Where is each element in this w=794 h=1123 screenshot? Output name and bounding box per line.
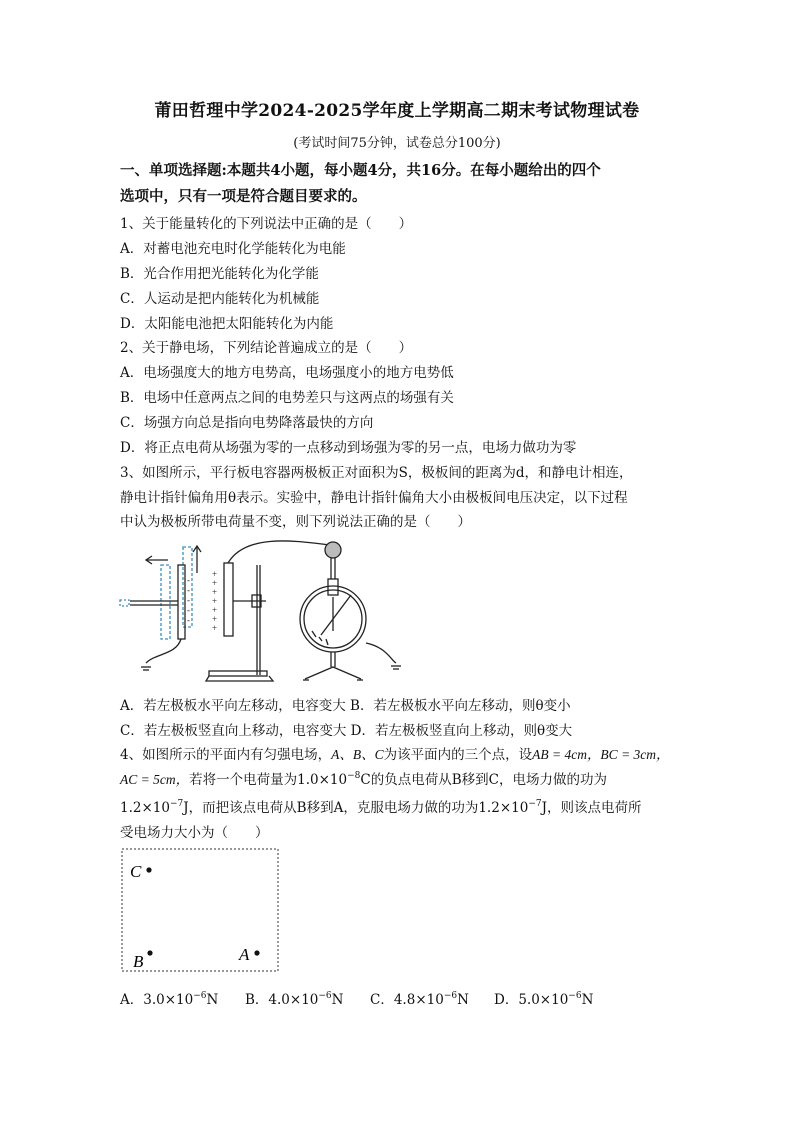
svg-text:+: + xyxy=(212,605,218,615)
point-c-label: C xyxy=(130,862,142,881)
q2-option-b: B．电场中任意两点之间的电势差只与这两点的场强有关 xyxy=(120,390,454,406)
q1-option-b: B．光合作用把光能转化为化学能 xyxy=(120,266,319,282)
triangle-points-figure xyxy=(118,846,282,976)
svg-text:-: - xyxy=(187,575,190,585)
q1-stem: 1、关于能量转化的下列说法中正确的是（ ） xyxy=(120,216,413,232)
q4-line3: $1.2\times 10^{-7}J$，而把该点电荷从B移到A，克服电场力做的功为$1.2\times 10^{-7}J$，则该点电荷所 xyxy=(120,799,642,816)
svg-text:+: + xyxy=(212,587,218,597)
q2-stem: 2、关于静电场，下列结论普遍成立的是（ ） xyxy=(120,340,413,356)
point-c-dot xyxy=(146,867,151,872)
svg-text:-: - xyxy=(187,585,190,595)
q3-options-row1: A．若左极板水平向左移动，电容变大 B．若左极板水平向左移动，则θ变小 xyxy=(120,698,571,714)
q4-line4: 受电场力大小为（ ） xyxy=(120,825,269,841)
svg-text:-: - xyxy=(187,615,190,625)
q3-stem-line1: 3、如图所示，平行板电容器两极板正对面积为S，极板间的距离为d，和静电计相连， xyxy=(120,465,633,481)
q2-option-a: A．电场强度大的地方电势高，电场强度小的地方电势低 xyxy=(120,365,454,381)
svg-text:-: - xyxy=(187,595,190,605)
q4-line2: AC = 5cm，若将一个电荷量为$1.0\times 10^{-8}C$的负点电荷从B移到C，电场力做的功为 xyxy=(120,771,607,788)
point-a-label: A xyxy=(239,945,250,964)
svg-text:+: + xyxy=(212,578,218,588)
point-b-label: B xyxy=(133,952,144,971)
q4-option-c: C．$4.8\times 10^{-6}N$ xyxy=(370,991,469,1008)
section-heading-line1: 一、单项选择题:本题共4小题，每小题4分，共16分。在每小题给出的四个 xyxy=(120,162,601,179)
q4-option-d: D．$5.0\times 10^{-6}N$ xyxy=(494,991,594,1008)
svg-text:+: + xyxy=(212,623,218,633)
exam-title: 莆田哲理中学2024-2025学年度上学期高二期末考试物理试卷 xyxy=(154,101,640,121)
svg-text:+: + xyxy=(212,596,218,606)
q2-option-c: C．场强方向总是指向电势降落最快的方向 xyxy=(120,415,374,431)
point-a-dot xyxy=(254,950,259,955)
point-b-dot xyxy=(147,950,152,955)
exam-subtitle: (考试时间75分钟，试卷总分100分) xyxy=(293,136,501,151)
q4-option-b: B．$4.0\times 10^{-6}N$ xyxy=(245,991,344,1008)
q1-option-d: D．太阳能电池把太阳能转化为内能 xyxy=(120,316,334,332)
q3-stem-line3: 中认为极板所带电荷量不变，则下列说法正确的是（ ） xyxy=(120,514,471,530)
capacitor-electrometer-figure xyxy=(116,535,416,687)
q4-option-a: A．$3.0\times 10^{-6}N$ xyxy=(120,991,219,1008)
q4-line1: 4、如图所示的平面内有匀强电场，A、B、C为该平面内的三个点，设AB = 4cm，BC = 3cm， xyxy=(120,747,670,763)
svg-text:-: - xyxy=(187,605,190,615)
section-heading-line2: 选项中，只有一项是符合题目要求的。 xyxy=(120,188,367,205)
q1-option-c: C．人运动是把内能转化为机械能 xyxy=(120,291,320,307)
svg-text:+: + xyxy=(212,569,218,579)
q3-options-row2: C．若左极板竖直向上移动，电容变大 D．若左极板竖直向上移动，则θ变大 xyxy=(120,723,573,739)
q2-option-d: D．将正点电荷从场强为零的一点移动到场强为零的另一点，电场力做功为零 xyxy=(120,440,577,456)
q1-option-a: A．对蓄电池充电时化学能转化为电能 xyxy=(120,241,346,257)
svg-text:+: + xyxy=(212,614,218,624)
q3-stem-line2: 静电计指针偏角用θ表示。实验中，静电计指针偏角大小由极板间电压决定，以下过程 xyxy=(120,490,628,506)
